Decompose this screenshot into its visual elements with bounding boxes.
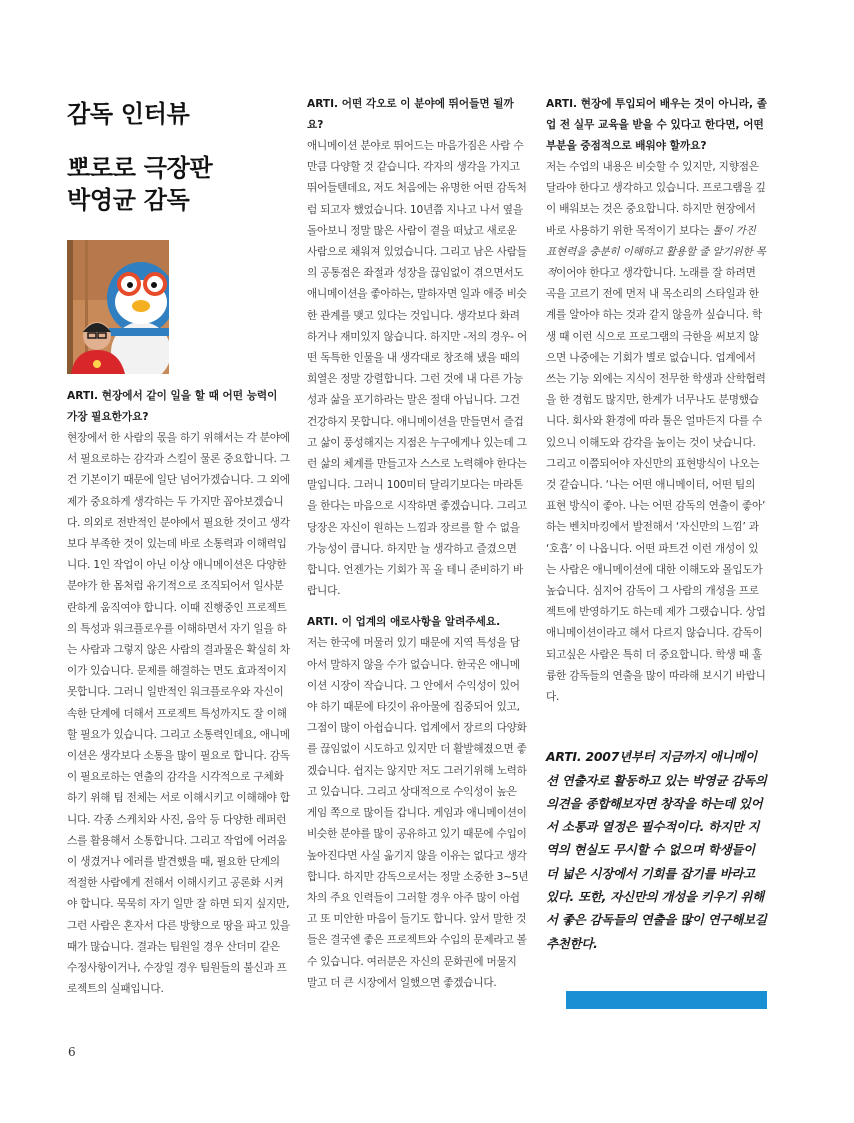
closing-summary: ARTI. 2007년부터 지금까지 애니메이션 연출자로 활동하고 있는 박영균 감독의 의견을 종합해보자면 창작을 하는데 있어서 소통과 열정은 필수적이다. 하지만 지역의 현실도 무시할 수 없으며 학생들이 더 넓은 시장에서 기회를 잡기를 바라고 있다. 또한, 자신만의 개성을 키우기 위해서 좋은 감독들의 연출을 많이 연구해보길 추천한다. [546, 749, 767, 951]
answer-4-part-1: 저는 수업의 내용은 비슷할 수 있지만, 지향점은 달라야 한다고 생각하고 있습니다. 프로그램을 깊이 배워보는 것은 중요합니다. 하지만 현장에서 바로 사용하기 위한 목적이기 보다는 [546, 161, 766, 237]
subtitle-line-1: 뽀로로 극장판 [67, 154, 213, 182]
answer-1: 현장에서 한 사람의 몫을 하기 위해서는 각 분야에서 필요로하는 감각과 스킬이 물론 중요합니다. 그건 기본이기 때문에 일단 넘어가겠습니다. 그 외에 제가 중요하게 생각하는 두 가지만 꼽아보겠습니다. 의외로 전반적인 분야에서 필요한 것이고 생각보다 부족한 것이 있는데 바로 소통력과 이해력입니다. 1인 작업이 아닌 이상 애니메이션은 다양한 분야가 한 몸처럼 유기적으로 조직되어서 일사분란하게 움직여야 합니다. 이때 진행중인 프로젝트의 특성과 워크플로우를 이해하면서 자기 일을 하는 사람과 그렇지 않은 사람의 결과물은 확실히 차이가 있습니다. 문제를 해결하는 면도 효과적이지 못합니다. 그러니 일반적인 워크플로우와 자신이 속한 단계에 더해서 프로젝트 특성까지도 잘 이해할 필요가 있습니다. 그리고 소통력인데요, 애니메이션은 생각보다 소통을 많이 필요로 합니다. 감독이 필요로하는 연출의 감각을 시각적으로 구체화 하기 위해 팀 전체는 서로 이해시키고 이해해야 합니다. 각종 스케치와 사진, 음악 등 다양한 레퍼런스를 활용해서 소통합니다. 그리고 작업에 어려움이 생겼거나 에러를 발견했을 때, 필요한 단계의 적절한 사람에게 전해서 이해시키고 공론화 시켜야 합니다. 묵묵히 자기 일만 잘 하면 되지 싶지만, 그런 사람은 혼자서 다른 방향으로 땅을 파고 있을 때가 많습니다. 결과는 팀원일 경우 산더미 같은 수정사항이거나, 수장일 경우 팀원들의 불신과 프로젝트의 실패입니다. [67, 432, 290, 996]
column-3 [546, 96, 768, 955]
answer-4-emphasis: 툴이 가진 표현력을 충분히 이해하고 활용할 줄 알기위한 목적 [546, 224, 766, 280]
subtitle-line-2: 박영균 감독 [67, 186, 190, 214]
question-4: ARTI. 현장에 투입되어 배우는 것이 아니라, 졸업 전 실무 교육을 받을 수 있다고 한다면, 어떤 부분을 중점적으로 배워야 할까요? [546, 98, 767, 152]
answer-4 [546, 157, 768, 708]
section-title: 감독 인터뷰 [67, 100, 190, 128]
column-1 [67, 96, 290, 1000]
question-2: ARTI. 어떤 각오로 이 분야에 뛰어들면 될까요? [307, 98, 514, 131]
page-number: 6 [68, 1045, 76, 1059]
accent-bar [566, 991, 767, 1009]
director-photo-illustration [67, 240, 169, 374]
director-photo [67, 240, 169, 374]
answer-3: 저는 한국에 머물러 있기 때문에 지역 특성을 담아서 말하지 않을 수가 없습니다. 한국은 애니메이션 시장이 작습니다. 그 안에서 수익성이 있어야 하기 때문에 타깃이 유아물에 집중되어 있고, 그점이 많이 아쉽습니다. 업계에서 장르의 다양화를 끊임없이 시도하고 있지만 더 활발해졌으면 좋겠습니다. 쉽지는 않지만 저도 그러기위해 노력하고 있습니다. 그리고 상대적으로 수익성이 높은 게임 쪽으로 많이들 갑니다. 게임과 애니메이션이 비슷한 분야를 많이 공유하고 있기 때문에 수입이 높아진다면 사실 옮기지 않을 이유는 없다고 생각합니다. 하지만 감독으로서는 정말 소중한 3~5년차의 주요 인력들이 그러할 경우 아주 많이 아쉽고 또 미안한 마음이 들기도 합니다. 앞서 말한 것들은 결국엔 좋은 프로젝트와 수입의 문제라고 볼 수 있습니다. 여러분은 자신의 문화권에 머물지 말고 더 큰 시장에서 일했으면 좋겠습니다. [307, 637, 529, 989]
column-2 [307, 96, 529, 994]
answer-2: 애니메이션 분야로 뛰어드는 마음가짐은 사람 수 만큼 다양할 것 같습니다. 각자의 생각을 가지고 뛰어들텐데요, 저도 처음에는 유명한 어떤 감독처럼 되고자 했었습니다. 10년쯤 지나고 나서 옆을 돌아보니 정말 많은 사람이 곁을 떠났고 새로운 사람으로 채워져 있었습니다. 그리고 남은 사람들의 공통점은 좌절과 성장을 끊임없이 겪으면서도 애니메이션을 좋아하는, 말하자면 일과 애증 비슷한 관계를 맺고 있다는 것입니다. 생각보다 화려하거나 재미있지 않습니다. 하지만 -저의 경우- 어떤 독특한 인물을 내 생각대로 창조해 냈을 때의 희열은 정말 강렬합니다. 그런 것에 내 다른 가능성과 삶을 포기하라는 말은 절대 아닙니다. 그건 건강하지 못합니다. 애니메이션을 만들면서 즐겁고 삶이 풍성해지는 지점은 누구에게나 있는데 그런 삶의 체계를 만들고자 스스로 노력해야 한다는 말입니다. 그러니 100미터 달리기보다는 마라톤을 한다는 마음으로 시작하면 좋겠습니다. 그리고 당장은 자신이 원하는 느낌과 장르를 할 수 없을 가능성이 큽니다. 하지만 늘 생각하고 즐겼으면 합니다. 언젠가는 기회가 꼭 올 테니 준비하기 바랍니다. [307, 140, 528, 598]
answer-4-part-2: 이어야 한다고 생각합니다. 노래를 잘 하려면 곡을 고르기 전에 먼저 내 목소리의 스타일과 한계를 알아야 하는 것과 같지 않을까 싶습니다. 학생 때 이런 식으로 프로그램의 극한을 써보지 않으면 나중에는 기회가 별로 없습니다. 업계에서 쓰는 기능 외에는 지식이 전무한 학생과 산학협력을 한 경험도 많지만, 한계가 너무나도 분명했습니다. 회사와 환경에 따라 툴은 얼마든지 다를 수 있으니 이해도와 감각을 높이는 것이 낫습니다. 그리고 이쯤되어야 자신만의 표현방식이 나오는 것 같습니다. ‘나는 어떤 애니메이터, 어떤 팀의 표현 방식이 좋아. 나는 어떤 감독의 연출이 좋아’ 하는 벤치마킹에서 발전해서 ‘자신만의 느낌’ 과 ‘호흡’ 이 나옵니다. 어떤 파트건 이런 개성이 있는 사람은 애니메이션에 대한 이해도와 몰입도가 높습니다. 심지어 감독이 그 사람의 개성을 프로젝트에 반영하기도 하는데 제가 그랬습니다. 상업 애니메이션이라고 해서 다르지 않습니다. 감독이 되고싶은 사람은 특히 더 중요합니다. 학생 때 훌륭한 감독들의 연출을 많이 따라해 보시기 바랍니다. [546, 267, 766, 704]
question-3: ARTI. 이 업계의 애로사항을 알려주세요. [307, 616, 501, 629]
question-1: ARTI. 현장에서 같이 일을 할 때 어떤 능력이 가장 필요한가요? [67, 390, 278, 423]
